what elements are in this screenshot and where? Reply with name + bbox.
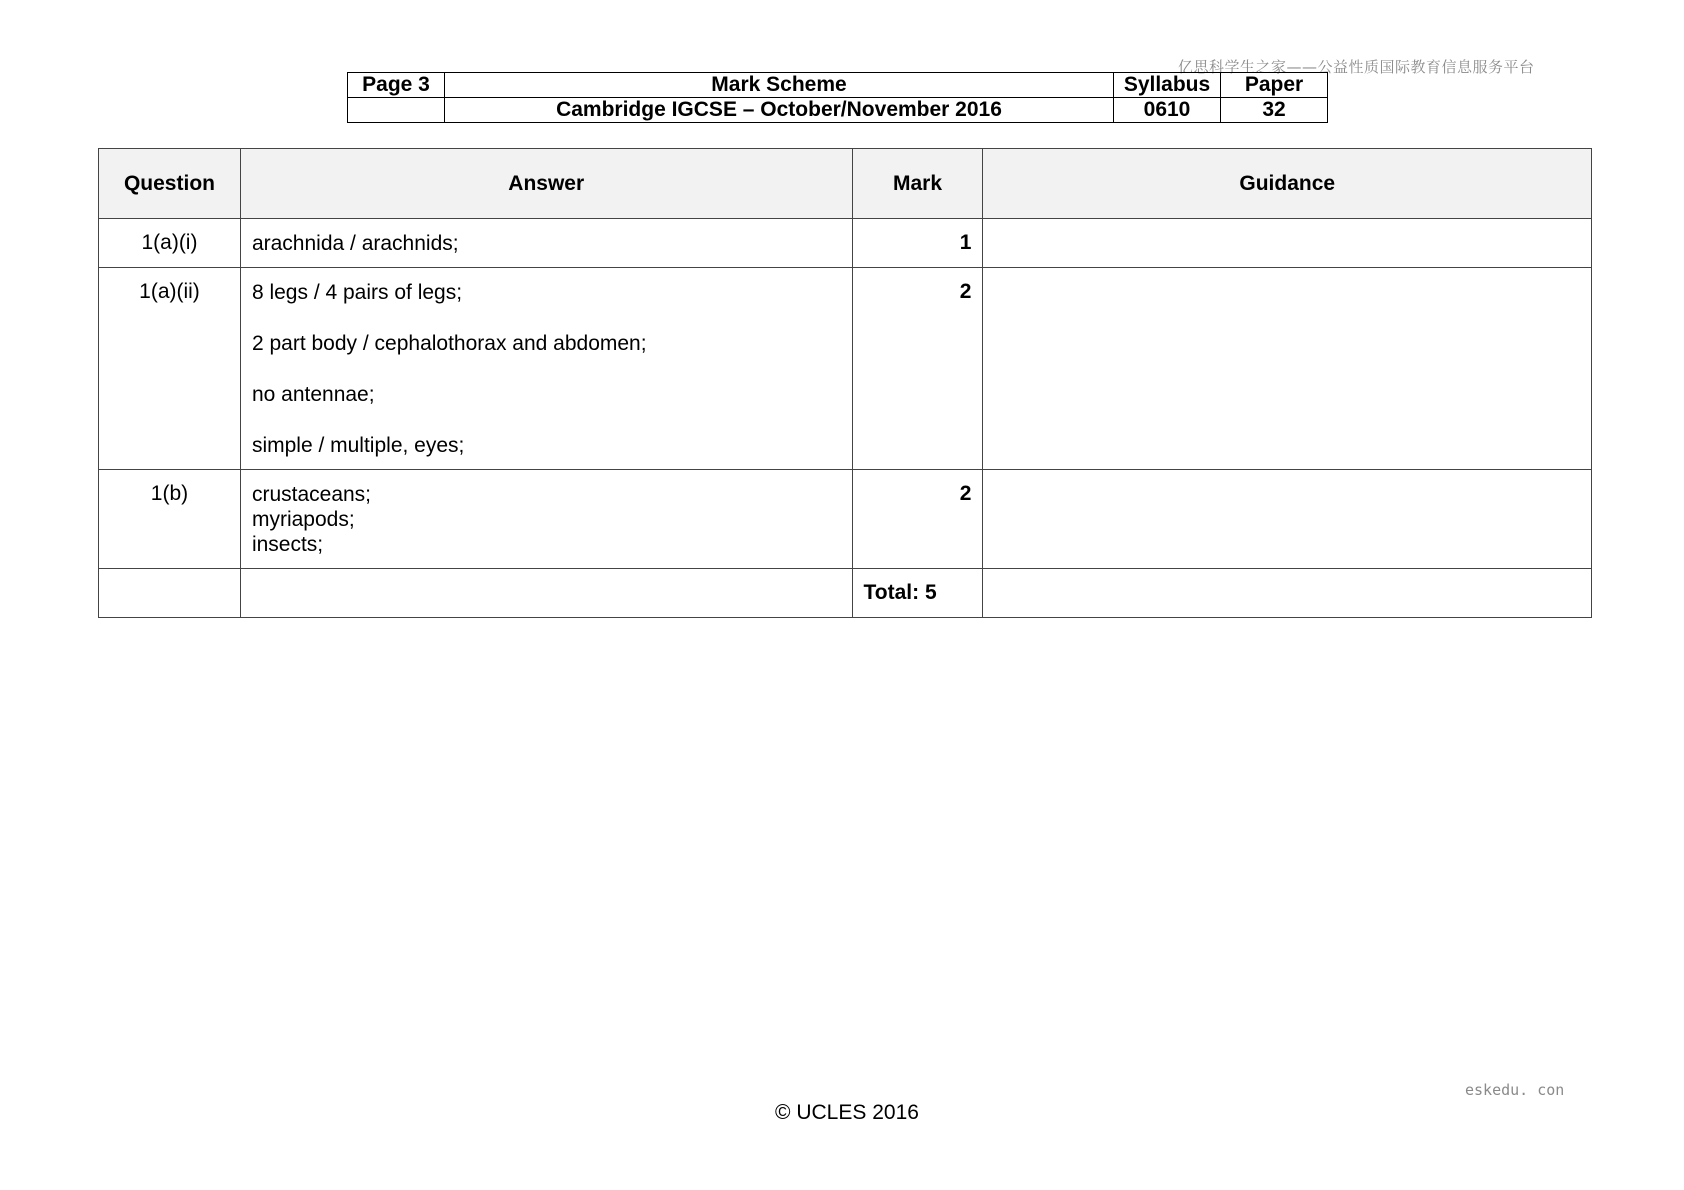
watermark-top-text: 亿思科学生之家——公益性质国际教育信息服务平台	[1178, 58, 1535, 76]
table-row	[99, 470, 1592, 569]
column-header-mark: Mark	[852, 149, 983, 219]
total-answer-blank	[240, 569, 852, 618]
answer-cell	[240, 268, 852, 470]
paper-number: 32	[1221, 98, 1328, 123]
answer-text: no antennae;	[251, 383, 375, 406]
paper-label: Paper	[1221, 73, 1328, 98]
syllabus-code: 0610	[1114, 98, 1221, 123]
header-table	[347, 72, 1328, 123]
answer-text: crustaceans;	[251, 483, 372, 506]
table-row	[99, 219, 1592, 268]
syllabus-label: Syllabus	[1114, 73, 1221, 98]
exam-title: Cambridge IGCSE – October/November 2016	[445, 98, 1114, 123]
question-number: 1(a)(ii)	[99, 268, 241, 470]
total-row	[99, 569, 1592, 618]
guidance-cell	[983, 470, 1592, 569]
column-header-question: Question	[99, 149, 241, 219]
answer-cell	[240, 219, 852, 268]
total-guidance-blank	[983, 569, 1592, 618]
question-number: 1(a)(i)	[99, 219, 241, 268]
answer-text: insects;	[251, 533, 324, 556]
question-number: 1(b)	[99, 470, 241, 569]
answer-cell	[240, 470, 852, 569]
mark-value: 2	[852, 470, 983, 569]
page-blank-cell	[348, 98, 445, 123]
table-header-row	[99, 149, 1592, 219]
answer-text: 2 part body / cephalothorax and abdomen;	[251, 332, 647, 355]
column-header-guidance: Guidance	[983, 149, 1592, 219]
guidance-cell	[983, 268, 1592, 470]
total-marks: Total: 5	[852, 569, 983, 618]
table-row	[99, 268, 1592, 470]
watermark-bottom-text: eskedu. con	[1465, 1081, 1565, 1099]
total-question-blank	[99, 569, 241, 618]
mark-scheme-label: Mark Scheme	[445, 73, 1114, 98]
mark-value: 2	[852, 268, 983, 470]
copyright-footer: © UCLES 2016	[775, 1101, 919, 1124]
mark-scheme-table	[98, 148, 1592, 618]
page-label: Page 3	[348, 73, 445, 98]
mark-value: 1	[852, 219, 983, 268]
column-header-answer: Answer	[240, 149, 852, 219]
answer-text: arachnida / arachnids;	[251, 232, 459, 255]
answer-text: simple / multiple, eyes;	[251, 434, 465, 457]
answer-text: 8 legs / 4 pairs of legs;	[251, 281, 463, 304]
guidance-cell	[983, 219, 1592, 268]
answer-text: myriapods;	[251, 508, 355, 531]
